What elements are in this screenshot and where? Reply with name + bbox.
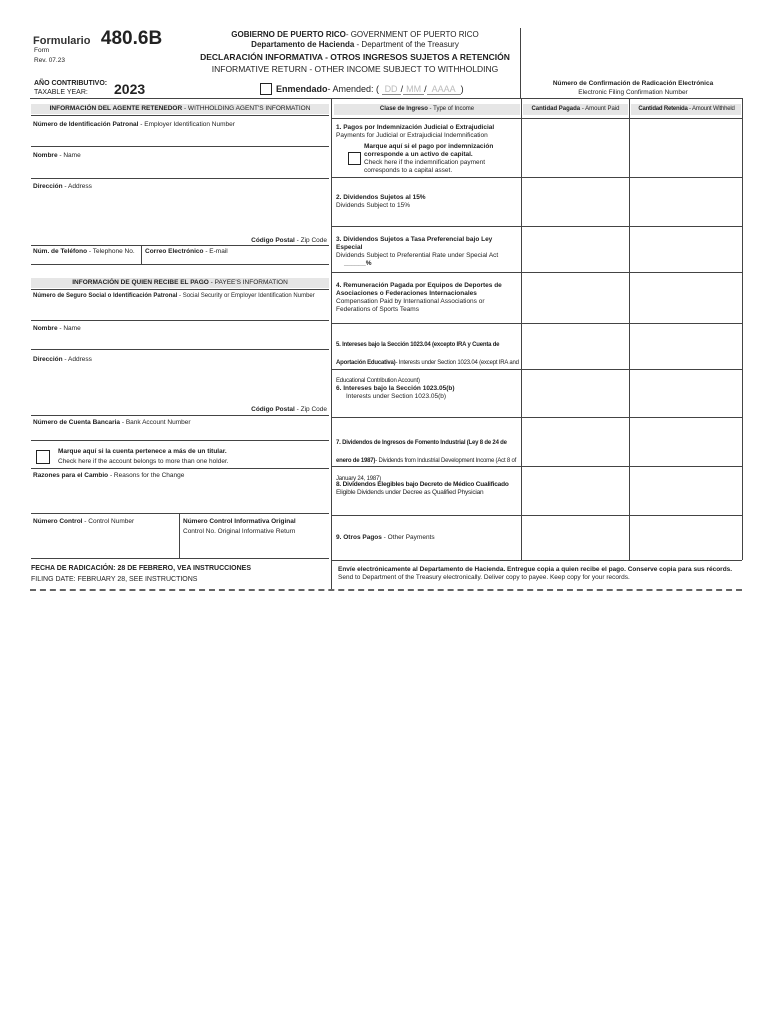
row-1-amount-paid[interactable] bbox=[523, 120, 628, 176]
payee-name-label: Nombre - Name bbox=[33, 325, 81, 332]
bank-account-label: Número de Cuenta Bancaria - Bank Account Number bbox=[33, 419, 191, 426]
income-row-5: 5. Intereses bajo la Sección 1023.04 (excepto IRA y Cuenta de Aportación Educativa)- Interests under Section 1023.04 (except IRA and Educational Contribution Account) bbox=[336, 342, 519, 384]
year-label-es: AÑO CONTRIBUTIVO: bbox=[34, 80, 108, 87]
form-number: 480.6B bbox=[100, 28, 163, 49]
confirmation-label-es: Número de Confirmación de Radicación Electrónica bbox=[552, 80, 714, 87]
title-es: DECLARACIÓN INFORMATIVA - OTROS INGRESOS SUJETOS A RETENCIÓN bbox=[200, 52, 510, 62]
taxable-year: 2023 bbox=[114, 81, 146, 97]
form-title bbox=[33, 28, 162, 50]
multi-holder-label-es: Marque aquí si la cuenta pertenece a más de un titular. bbox=[58, 448, 227, 455]
government-line: GOBIERNO DE PUERTO RICO- GOVERNMENT OF PUERTO RICO bbox=[231, 30, 479, 39]
row-5-amount-paid[interactable] bbox=[523, 325, 628, 368]
row-6-amount-withheld[interactable] bbox=[631, 371, 741, 416]
row-9-amount-withheld[interactable] bbox=[631, 517, 741, 559]
orig-control-label-en: Control No. Original Informative Return bbox=[183, 528, 296, 535]
department-line: Departamento de Hacienda - Department of the Treasury bbox=[251, 40, 459, 49]
income-row-8: 8. Dividendos Elegibles bajo Decreto de Médico Cualificado Eligible Dividends under Decree as Qualified Physician bbox=[336, 481, 509, 496]
agent-address-input[interactable] bbox=[31, 192, 329, 234]
capital-asset-label-es: Marque aquí si el pago por indemnización corresponde a un activo de capital. bbox=[364, 143, 494, 158]
row-2-amount-paid[interactable] bbox=[523, 179, 628, 225]
agent-phone-label: Núm. de Teléfono - Telephone No. bbox=[33, 248, 135, 255]
col-withheld-header: Cantidad Retenida - Amount Withheld bbox=[638, 106, 735, 112]
agent-ein-input[interactable] bbox=[31, 130, 329, 144]
year-label-en: TAXABLE YEAR: bbox=[34, 89, 88, 96]
agent-email-label: Correo Electrónico - E-mail bbox=[145, 248, 228, 255]
filing-date-es: FECHA DE RADICACIÓN: 28 DE FEBRERO, VEA INSTRUCCIONES bbox=[31, 565, 252, 572]
payee-zip-label: Código Postal - Zip Code bbox=[251, 406, 327, 413]
preferential-rate-input[interactable]: ______% bbox=[344, 260, 372, 267]
row-4-amount-withheld[interactable] bbox=[631, 274, 741, 322]
capital-asset-checkbox[interactable] bbox=[348, 152, 361, 165]
capital-asset-label-en: Check here if the indemnification payment corresponds to a capital asset. bbox=[364, 159, 486, 174]
payee-section-title: INFORMACIÓN DE QUIEN RECIBE EL PAGO - PAYEE'S INFORMATION bbox=[72, 279, 288, 286]
income-row-1: 1. Pagos por Indemnización Judicial o Extrajudicial Payments for Judicial or Extrajudicial Indemnification bbox=[336, 124, 495, 139]
payee-ssn-label: Número de Seguro Social o Identificación Patronal - Social Security or Employer Identification Number bbox=[33, 293, 315, 299]
row-1-amount-withheld[interactable] bbox=[631, 120, 741, 176]
row-3-amount-withheld[interactable] bbox=[631, 228, 741, 271]
row-7-amount-paid[interactable] bbox=[523, 419, 628, 465]
amended-month-input[interactable]: MM bbox=[403, 84, 424, 95]
revision: Rev. 07.23 bbox=[34, 57, 65, 64]
col-type-header: Clase de Ingreso - Type of Income bbox=[379, 106, 475, 112]
title-en: INFORMATIVE RETURN - OTHER INCOME SUBJECT TO WITHHOLDING bbox=[211, 64, 499, 74]
agent-zip-label: Código Postal - Zip Code bbox=[251, 237, 327, 244]
cut-line bbox=[30, 589, 742, 591]
income-row-7: 7. Dividendos de Ingresos de Fomento Industrial (Ley 8 de 24 de enero de 1987)- Dividends from Industrial Development Income (Act 8 of January 24, 1987) bbox=[336, 440, 517, 482]
row-3-amount-paid[interactable] bbox=[523, 228, 628, 271]
agent-address-label: Dirección - Address bbox=[33, 183, 92, 190]
orig-control-input[interactable] bbox=[181, 540, 327, 556]
control-number-input[interactable] bbox=[31, 530, 177, 556]
orig-control-label-es: Número Control Informativa Original bbox=[183, 518, 296, 525]
confirmation-label-en: Electronic Filing Confirmation Number bbox=[578, 89, 688, 96]
multi-holder-label-en: Check here if the account belongs to more than one holder. bbox=[58, 458, 229, 465]
form-word: Formulario bbox=[33, 35, 91, 47]
amended-day-input[interactable]: DD bbox=[382, 84, 401, 95]
amended-checkbox[interactable] bbox=[260, 83, 272, 95]
row-8-amount-paid[interactable] bbox=[523, 468, 628, 514]
row-7-amount-withheld[interactable] bbox=[631, 419, 741, 465]
amended-line: Enmendado- Amended: ( DD / MM / AAAA ) bbox=[276, 84, 464, 94]
row-9-amount-paid[interactable] bbox=[523, 517, 628, 559]
amended-year-input[interactable]: AAAA bbox=[427, 84, 461, 95]
agent-name-input[interactable] bbox=[31, 161, 329, 177]
income-row-6: 6. Intereses bajo la Sección 1023.05(b) Interests under Section 1023.05(b) bbox=[336, 385, 455, 400]
payee-address-input[interactable] bbox=[31, 365, 329, 403]
agent-section-title: INFORMACIÓN DEL AGENTE RETENEDOR - WITHHOLDING AGENT'S INFORMATION bbox=[49, 105, 311, 112]
row-2-amount-withheld[interactable] bbox=[631, 179, 741, 225]
bank-account-input[interactable] bbox=[31, 428, 329, 440]
col-paid-header: Cantidad Pagada - Amount Paid bbox=[531, 106, 620, 112]
agent-ein-label: Número de Identificación Patronal - Employer Identification Number bbox=[33, 121, 235, 128]
row-6-amount-paid[interactable] bbox=[523, 371, 628, 416]
income-row-9: 9. Otros Pagos - Other Payments bbox=[336, 534, 435, 541]
agent-name-label: Nombre - Name bbox=[33, 152, 81, 159]
income-row-3: 3. Dividendos Sujetos a Tasa Preferencial bajo Ley Especial Dividends Subject to Preferential Rate under Special Act ______% bbox=[336, 236, 518, 268]
control-number-label: Número Control - Control Number bbox=[33, 518, 135, 525]
row-4-amount-paid[interactable] bbox=[523, 274, 628, 322]
income-row-2: 2. Dividendos Sujetos al 15% Dividends Subject to 15% bbox=[336, 194, 426, 209]
payee-address-label: Dirección - Address bbox=[33, 356, 92, 363]
multi-holder-checkbox[interactable] bbox=[36, 450, 50, 464]
filing-date-en: FILING DATE: FEBRUARY 28, SEE INSTRUCTIONS bbox=[31, 576, 198, 583]
reasons-label: Razones para el Cambio - Reasons for the Change bbox=[33, 472, 185, 479]
form-en: Form bbox=[34, 47, 50, 54]
row-5-amount-withheld[interactable] bbox=[631, 325, 741, 368]
filing-notice: Envíe electrónicamente al Departamento de Hacienda. Entregue copia a quien recibe el pago. Conserve copia para sus récords. Send to Department of the Treasury electronically. Deliver copy to payee. Keep copy for your records. bbox=[338, 566, 733, 581]
income-row-4: 4. Remuneración Pagada por Equipos de Deportes de Asociaciones o Federaciones Internacionales Compensation Paid by International Associations or Federations of Sports Teams bbox=[336, 282, 502, 313]
payee-name-input[interactable] bbox=[31, 334, 329, 348]
payee-ssn-input[interactable] bbox=[31, 302, 329, 318]
row-8-amount-withheld[interactable] bbox=[631, 468, 741, 514]
reasons-input[interactable] bbox=[31, 481, 329, 511]
